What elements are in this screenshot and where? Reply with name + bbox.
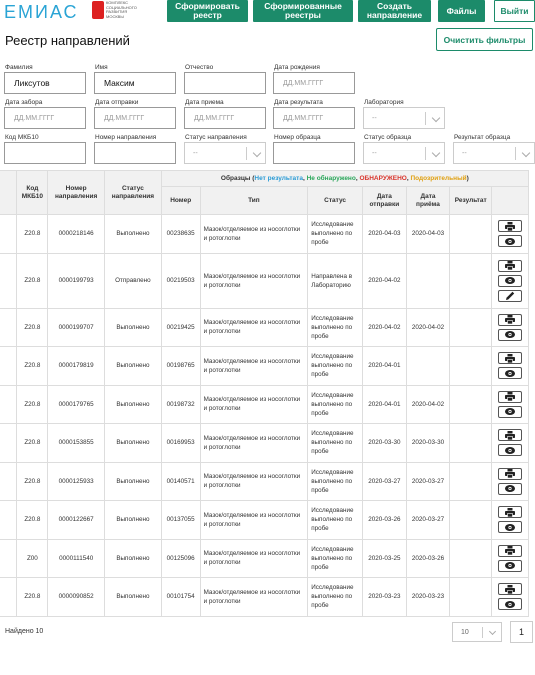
- row-spacer: [0, 308, 17, 347]
- mkb-input[interactable]: [4, 142, 86, 164]
- sample-number-cell: 00101754: [161, 578, 200, 617]
- view-button[interactable]: [498, 444, 522, 456]
- sample-status-cell: Направлена в Лабораторию: [308, 253, 363, 308]
- send-date-cell: 2020-04-03: [362, 215, 406, 254]
- sample-number-cell: 00219425: [161, 308, 200, 347]
- view-button[interactable]: [498, 367, 522, 379]
- sample-status-cell: Исследование выполнено по пробе: [308, 501, 363, 540]
- sample-number-cell: 00198765: [161, 347, 200, 386]
- print-button[interactable]: [498, 545, 522, 557]
- sample-status-label: Статус образца: [364, 134, 412, 141]
- row-actions: [495, 545, 525, 572]
- sample-number-label: Номер образца: [274, 134, 321, 141]
- receive-date-cell: 2020-03-23: [406, 578, 450, 617]
- header-send-date: Дата отправки: [362, 187, 406, 215]
- mkb-cell: Z20.8: [17, 424, 48, 463]
- ref-status-select-value: --: [193, 149, 198, 157]
- legend-no-result: Нет результата: [254, 174, 303, 182]
- row-spacer: [0, 253, 17, 308]
- sample-type-cell: Мазок/отделяемое из носоглотки и ротоглотки: [200, 578, 308, 617]
- row-actions: [495, 391, 525, 418]
- receive-date-cell: [406, 347, 450, 386]
- emias-logo[interactable]: ЕМИАС: [4, 2, 79, 22]
- result-date-label: Дата результата: [274, 99, 323, 106]
- chevron-down-icon: [253, 149, 261, 157]
- header-sample-number: Номер: [161, 187, 200, 215]
- sample-number-cell: 00238635: [161, 215, 200, 254]
- mkb-cell: Z20.8: [17, 385, 48, 424]
- actions-cell: [492, 578, 529, 617]
- send-date-input[interactable]: ДД.ММ.ГГГГ: [94, 107, 176, 129]
- page-title: Реестр направлений: [5, 33, 130, 48]
- lab-label: Лаборатория: [364, 99, 404, 106]
- department-text: КОМПЛЕКС СОЦИАЛЬНОГО РАЗВИТИЯ МОСКВЫ: [106, 0, 137, 19]
- eye-icon: [505, 447, 515, 454]
- eye-icon: [505, 485, 515, 492]
- send-date-cell: 2020-03-27: [362, 462, 406, 501]
- sample-status-cell: Исследование выполнено по пробе: [308, 424, 363, 463]
- ref-number-cell: 0000199707: [48, 308, 105, 347]
- legend-suspicious: Подозрительный: [410, 174, 467, 182]
- result-cell: [450, 501, 492, 540]
- receive-date-input[interactable]: ДД.ММ.ГГГГ: [184, 107, 266, 129]
- legend-not-detected: Не обнаружено: [306, 174, 356, 182]
- name-label: Имя: [95, 64, 108, 71]
- page-size-value: 10: [461, 628, 469, 636]
- view-button[interactable]: [498, 275, 522, 287]
- ref-status-cell: Отправлено: [105, 253, 162, 308]
- eye-icon: [505, 524, 515, 531]
- send-date-cell: 2020-03-25: [362, 539, 406, 578]
- row-spacer: [0, 215, 17, 254]
- printer-icon: [505, 546, 515, 555]
- send-date-cell: 2020-04-02: [362, 308, 406, 347]
- sample-number-cell: 00219503: [161, 253, 200, 308]
- sample-type-cell: Мазок/отделяемое из носоглотки и ротоглотки: [200, 347, 308, 386]
- ref-status-cell: Выполнено: [105, 501, 162, 540]
- print-button[interactable]: [498, 220, 522, 232]
- create-referral-button[interactable]: Создать направление: [358, 0, 431, 22]
- eye-icon: [505, 562, 515, 569]
- eye-icon: [505, 331, 515, 338]
- send-date-cell: 2020-03-23: [362, 578, 406, 617]
- sample-type-cell: Мазок/отделяемое из носоглотки и ротоглотки: [200, 308, 308, 347]
- receive-date-cell: 2020-04-03: [406, 215, 450, 254]
- actions-cell: [492, 385, 529, 424]
- chevron-down-icon: [432, 149, 440, 157]
- view-button[interactable]: [498, 598, 522, 610]
- result-cell: [450, 308, 492, 347]
- view-button[interactable]: [498, 329, 522, 341]
- ref-status-cell: Выполнено: [105, 215, 162, 254]
- mkb-cell: Z00: [17, 539, 48, 578]
- sample-status-cell: Исследование выполнено по пробе: [308, 215, 363, 254]
- actions-cell: [492, 347, 529, 386]
- printer-icon: [505, 315, 515, 324]
- actions-cell: [492, 424, 529, 463]
- ref-status-cell: Выполнено: [105, 578, 162, 617]
- patronymic-label: Отчество: [185, 64, 214, 71]
- ref-number-label: Номер направления: [95, 134, 157, 141]
- table-row: [0, 385, 529, 424]
- ref-number-cell: 0000179819: [48, 347, 105, 386]
- receive-date-cell: 2020-04-02: [406, 308, 450, 347]
- row-actions: [495, 506, 525, 533]
- send-date-cell: 2020-04-01: [362, 347, 406, 386]
- mkb-cell: Z20.8: [17, 215, 48, 254]
- ref-number-cell: 0000090852: [48, 578, 105, 617]
- patronymic-input[interactable]: [184, 72, 266, 94]
- printer-icon: [505, 261, 515, 270]
- sample-type-cell: Мазок/отделяемое из носоглотки и ротоглотки: [200, 462, 308, 501]
- result-cell: [450, 253, 492, 308]
- header-spacer: [0, 171, 17, 215]
- sample-number-cell: 00125096: [161, 539, 200, 578]
- app-header: [0, 0, 535, 24]
- print-button[interactable]: [498, 314, 522, 326]
- table-row: [0, 578, 529, 617]
- ref-number-cell: 0000111540: [48, 539, 105, 578]
- edit-button[interactable]: [498, 290, 522, 302]
- receive-date-cell: 2020-03-27: [406, 501, 450, 540]
- print-button[interactable]: [498, 583, 522, 595]
- clear-filters-button[interactable]: Очистить фильтры: [436, 28, 533, 51]
- birth-date-input[interactable]: ДД.ММ.ГГГГ: [273, 72, 355, 94]
- header-ref-status: Статус направления: [105, 171, 162, 215]
- receive-date-cell: 2020-03-30: [406, 424, 450, 463]
- ref-number-cell: 0000122667: [48, 501, 105, 540]
- row-actions: [495, 314, 525, 341]
- print-button[interactable]: [498, 352, 522, 364]
- files-button[interactable]: Файлы: [438, 0, 485, 22]
- create-registry-button[interactable]: Сформировать реестр: [167, 0, 248, 22]
- mkb-cell: Z20.8: [17, 308, 48, 347]
- sample-type-cell: Мазок/отделяемое из носоглотки и ротоглотки: [200, 385, 308, 424]
- mkb-cell: Z20.8: [17, 462, 48, 501]
- print-button[interactable]: [498, 506, 522, 518]
- receive-date-cell: [406, 253, 450, 308]
- ref-status-cell: Выполнено: [105, 539, 162, 578]
- printer-icon: [505, 508, 515, 517]
- surname-label: Фамилия: [5, 64, 33, 71]
- sample-type-cell: Мазок/отделяемое из носоглотки и ротоглотки: [200, 253, 308, 308]
- eye-icon: [505, 238, 515, 245]
- row-actions: [495, 429, 525, 456]
- sample-status-cell: Исследование выполнено по пробе: [308, 385, 363, 424]
- view-button[interactable]: [498, 483, 522, 495]
- printer-icon: [505, 431, 515, 440]
- header-mkb: Код МКБ10: [17, 171, 48, 215]
- sample-type-cell: Мазок/отделяемое из носоглотки и ротоглотки: [200, 424, 308, 463]
- lab-select-value: --: [372, 114, 377, 122]
- ref-status-cell: Выполнено: [105, 308, 162, 347]
- page-size-select[interactable]: [452, 622, 502, 642]
- print-button[interactable]: [498, 429, 522, 441]
- sample-status-cell: Исследование выполнено по пробе: [308, 347, 363, 386]
- table-row: [0, 308, 529, 347]
- sample-status-cell: Исследование выполнено по пробе: [308, 578, 363, 617]
- ref-number-cell: 0000179765: [48, 385, 105, 424]
- legend-detected: ОБНАРУЖЕНО: [359, 174, 407, 182]
- result-cell: [450, 462, 492, 501]
- samples-legend-header: Образцы (Нет результата, Не обнаружено, ОБНАРУЖЕНО, Подозрительный): [161, 171, 528, 187]
- sample-status-select[interactable]: [363, 142, 445, 164]
- row-actions: [495, 220, 525, 247]
- row-actions: [495, 583, 525, 610]
- result-cell: [450, 215, 492, 254]
- ref-number-cell: 0000199793: [48, 253, 105, 308]
- collect-date-input[interactable]: ДД.ММ.ГГГГ: [4, 107, 86, 129]
- table-row: [0, 347, 529, 386]
- row-actions: [495, 468, 525, 495]
- sample-status-select-value: --: [372, 149, 377, 157]
- print-button[interactable]: [498, 468, 522, 480]
- view-button[interactable]: [498, 521, 522, 533]
- send-date-cell: 2020-04-01: [362, 385, 406, 424]
- ref-status-select[interactable]: [184, 142, 266, 164]
- ref-status-cell: Выполнено: [105, 347, 162, 386]
- ref-status-cell: Выполнено: [105, 385, 162, 424]
- chevron-down-icon: [522, 149, 530, 157]
- receive-date-cell: 2020-04-02: [406, 385, 450, 424]
- referrals-table-container[interactable]: [0, 170, 535, 620]
- actions-cell: [492, 253, 529, 308]
- actions-cell: [492, 215, 529, 254]
- table-row: [0, 501, 529, 540]
- table-row: [0, 253, 529, 308]
- receive-date-cell: 2020-03-26: [406, 539, 450, 578]
- actions-cell: [492, 462, 529, 501]
- header-sample-status: Статус: [308, 187, 363, 215]
- send-date-label: Дата отправки: [95, 99, 139, 106]
- send-date-cell: 2020-04-02: [362, 253, 406, 308]
- sample-number-cell: 00169953: [161, 424, 200, 463]
- ref-number-cell: 0000218146: [48, 215, 105, 254]
- row-spacer: [0, 539, 17, 578]
- sample-type-cell: Мазок/отделяемое из носоглотки и ротоглотки: [200, 539, 308, 578]
- actions-cell: [492, 539, 529, 578]
- view-button[interactable]: [498, 406, 522, 418]
- eye-icon: [505, 601, 515, 608]
- sample-number-input[interactable]: [273, 142, 355, 164]
- ref-status-cell: Выполнено: [105, 462, 162, 501]
- table-row: [0, 539, 529, 578]
- actions-cell: [492, 308, 529, 347]
- result-date-input[interactable]: ДД.ММ.ГГГГ: [273, 107, 355, 129]
- name-input[interactable]: Максим: [94, 72, 176, 94]
- sample-status-cell: Исследование выполнено по пробе: [308, 462, 363, 501]
- ref-number-input[interactable]: [94, 142, 176, 164]
- row-spacer: [0, 462, 17, 501]
- result-cell: [450, 385, 492, 424]
- formed-registries-button[interactable]: Сформированные реестры: [253, 0, 353, 22]
- sample-type-cell: Мазок/отделяемое из носоглотки и ротоглотки: [200, 501, 308, 540]
- view-button[interactable]: [498, 235, 522, 247]
- chevron-down-icon: [432, 114, 440, 122]
- actions-cell: [492, 501, 529, 540]
- result-cell: [450, 424, 492, 463]
- ref-number-cell: 0000125933: [48, 462, 105, 501]
- row-spacer: [0, 578, 17, 617]
- logout-button[interactable]: Выйти: [494, 0, 535, 22]
- lab-select[interactable]: [363, 107, 445, 129]
- table-row: [0, 424, 529, 463]
- moscow-emblem-icon: [92, 1, 104, 19]
- print-button[interactable]: [498, 391, 522, 403]
- receive-date-cell: 2020-03-27: [406, 462, 450, 501]
- sample-status-cell: Исследование выполнено по пробе: [308, 308, 363, 347]
- referrals-table: [0, 170, 529, 617]
- print-button[interactable]: [498, 260, 522, 272]
- surname-input[interactable]: Ликсутов: [4, 72, 86, 94]
- row-spacer: [0, 347, 17, 386]
- sample-number-cell: 00140571: [161, 462, 200, 501]
- sample-result-select-value: --: [462, 149, 467, 157]
- mkb-cell: Z20.8: [17, 253, 48, 308]
- sample-result-select[interactable]: [453, 142, 535, 164]
- collect-date-label: Дата забора: [5, 99, 43, 106]
- printer-icon: [505, 354, 515, 363]
- ref-status-cell: Выполнено: [105, 424, 162, 463]
- row-actions: [495, 352, 525, 379]
- mkb-cell: Z20.8: [17, 501, 48, 540]
- row-spacer: [0, 385, 17, 424]
- header-sample-type: Тип: [200, 187, 308, 215]
- ref-number-cell: 0000153855: [48, 424, 105, 463]
- mkb-label: Код МКБ10: [5, 134, 39, 141]
- header-receive-date: Дата приёма: [406, 187, 450, 215]
- sample-number-cell: 00137055: [161, 501, 200, 540]
- row-actions: [495, 260, 525, 302]
- header-result: Результат: [450, 187, 492, 215]
- sample-status-cell: Исследование выполнено по пробе: [308, 539, 363, 578]
- table-row: [0, 462, 529, 501]
- send-date-cell: 2020-03-26: [362, 501, 406, 540]
- row-spacer: [0, 501, 17, 540]
- chevron-down-icon: [489, 628, 496, 635]
- printer-icon: [505, 469, 515, 478]
- view-button[interactable]: [498, 560, 522, 572]
- pencil-icon: [506, 291, 515, 300]
- table-row: [0, 215, 529, 254]
- send-date-cell: 2020-03-30: [362, 424, 406, 463]
- result-cell: [450, 539, 492, 578]
- result-cell: [450, 347, 492, 386]
- found-count: Найдено 10: [5, 628, 44, 635]
- printer-icon: [505, 222, 515, 231]
- sample-type-cell: Мазок/отделяемое из носоглотки и ротоглотки: [200, 215, 308, 254]
- eye-icon: [505, 277, 515, 284]
- sample-result-label: Результат образца: [454, 134, 511, 141]
- mkb-cell: Z20.8: [17, 347, 48, 386]
- sample-number-cell: 00198732: [161, 385, 200, 424]
- row-spacer: [0, 424, 17, 463]
- ref-status-label: Статус направления: [185, 134, 247, 141]
- result-cell: [450, 578, 492, 617]
- receive-date-label: Дата приема: [185, 99, 224, 106]
- page-number-button[interactable]: 1: [510, 621, 533, 643]
- header-actions: [492, 187, 529, 215]
- printer-icon: [505, 392, 515, 401]
- birth-date-label: Дата рождения: [274, 64, 320, 71]
- mkb-cell: Z20.8: [17, 578, 48, 617]
- eye-icon: [505, 408, 515, 415]
- printer-icon: [505, 585, 515, 594]
- eye-icon: [505, 370, 515, 377]
- header-ref-number: Номер направления: [48, 171, 105, 215]
